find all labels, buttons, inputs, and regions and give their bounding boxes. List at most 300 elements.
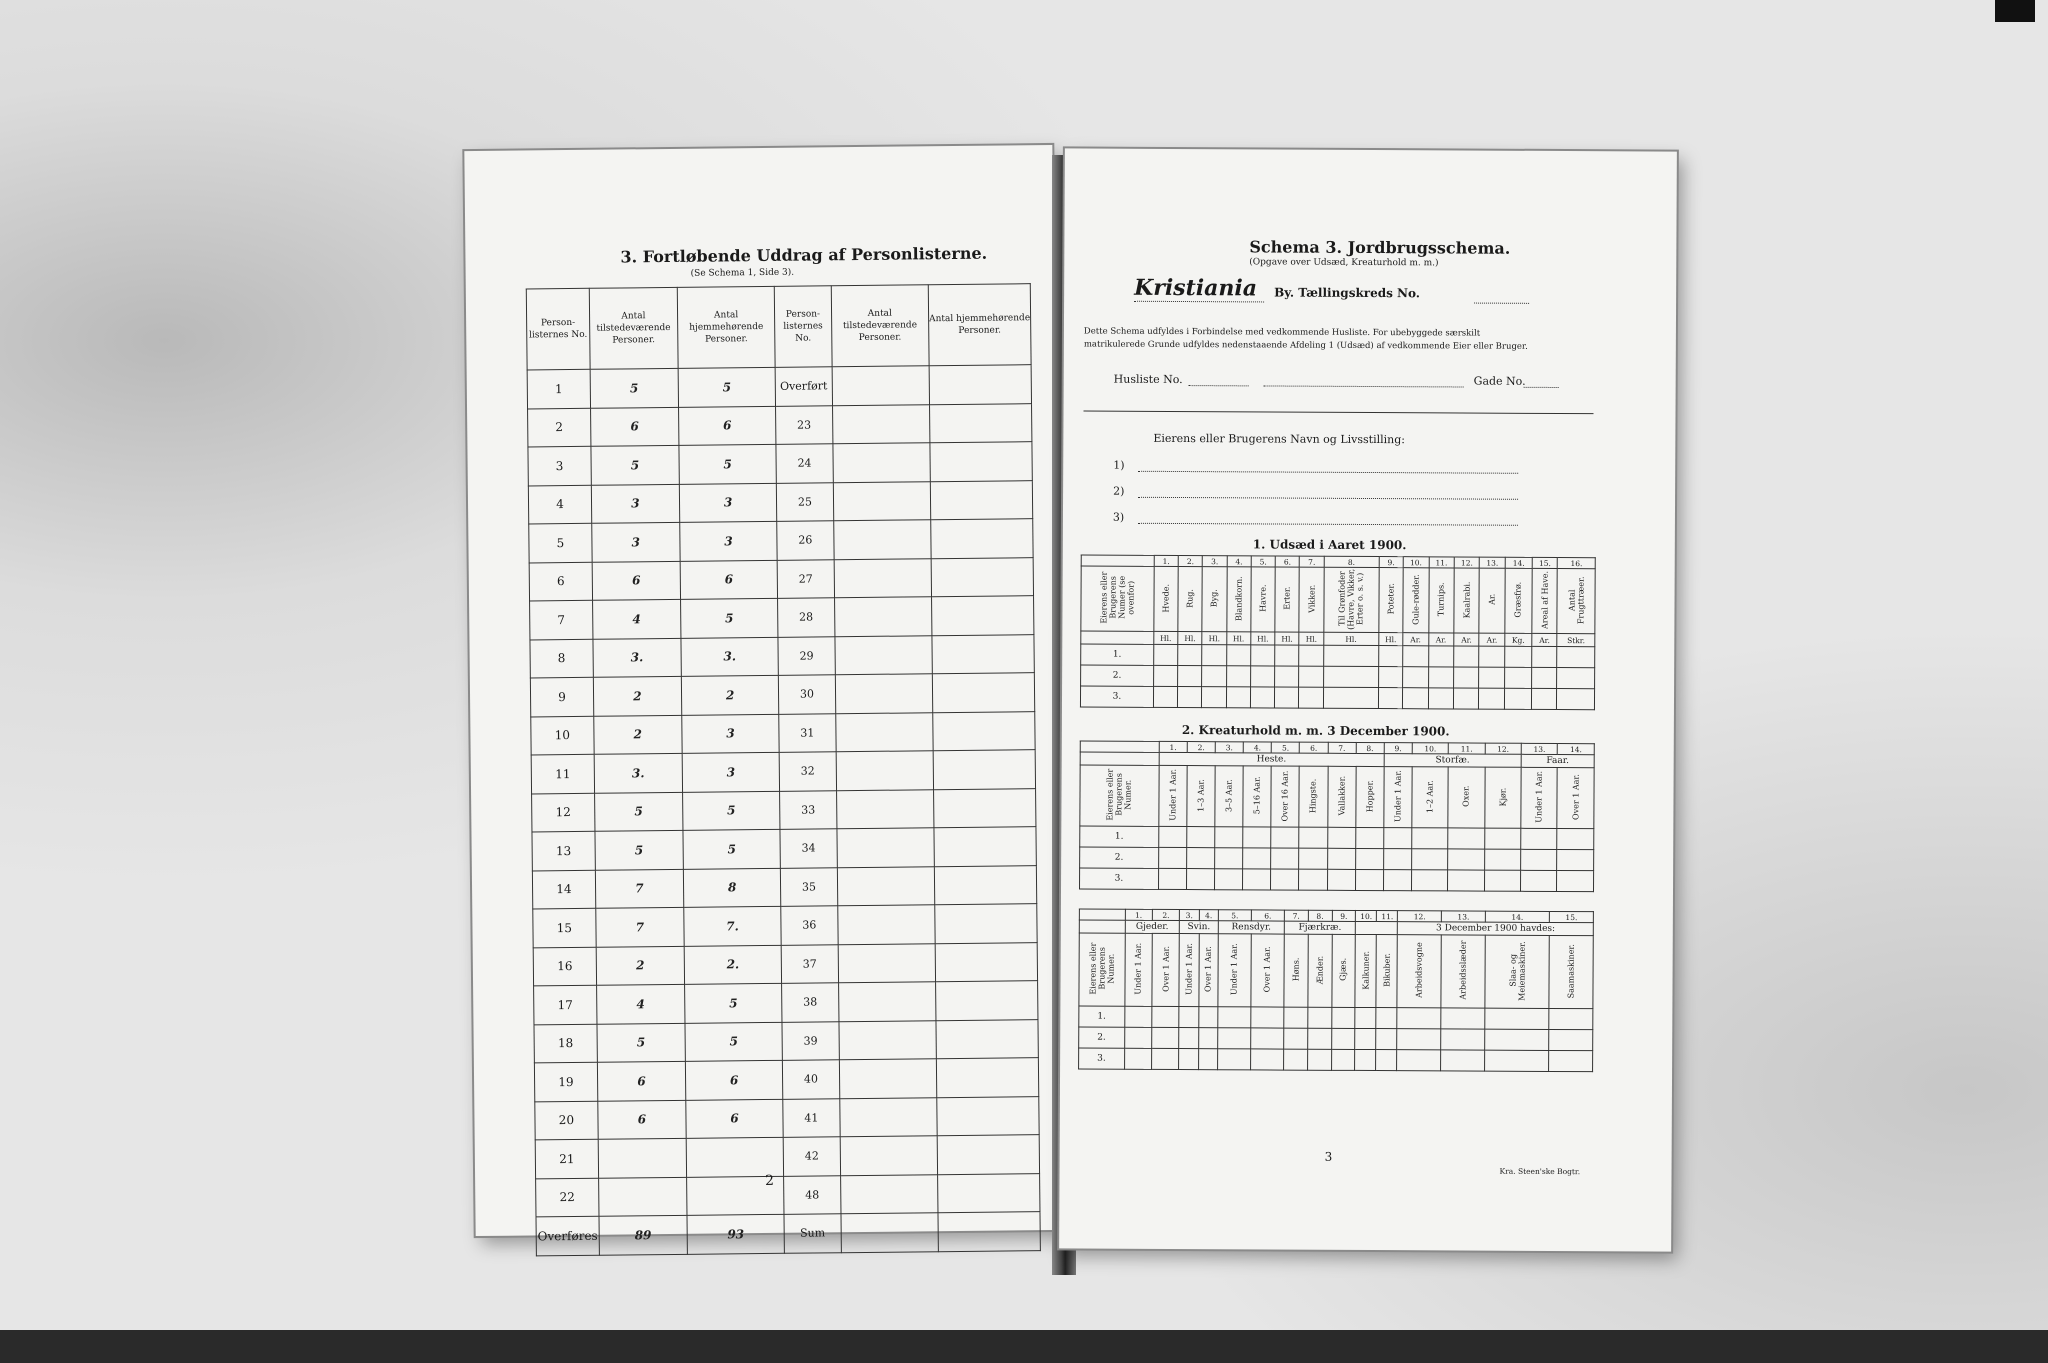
column-number: 2. — [1187, 742, 1215, 753]
present-count — [598, 1177, 686, 1216]
col-header-present: Antal tilstedeværende Personer. — [589, 287, 678, 369]
present-count-2 — [836, 789, 934, 829]
resident-count: 7. — [684, 906, 782, 946]
column-group: Faar. — [1521, 754, 1594, 767]
table-cell — [1226, 687, 1250, 708]
table-cell — [1215, 848, 1243, 869]
row-label: 1. — [1079, 1006, 1125, 1027]
table-row — [534, 981, 1038, 1025]
table-cell — [1271, 869, 1299, 890]
unit-label: Ar. — [1454, 633, 1480, 646]
table-cell — [1479, 688, 1505, 709]
column-header-label: 3–5 Aar. — [1224, 778, 1234, 812]
resident-count-2 — [931, 557, 1033, 597]
column-header — [1324, 567, 1379, 632]
resident-count: 93 — [687, 1214, 785, 1254]
column-header — [1384, 767, 1412, 828]
table-cell — [1275, 687, 1299, 708]
column-number: 6. — [1300, 742, 1328, 753]
table-cell — [1284, 1028, 1308, 1049]
column-number — [1080, 741, 1159, 752]
table-cell — [1251, 1028, 1284, 1049]
row-number: 14 — [532, 870, 595, 909]
table-cell — [1355, 1049, 1376, 1070]
right-page — [1059, 148, 1677, 1251]
table-cell — [1124, 1027, 1151, 1048]
table-cell — [1158, 826, 1186, 847]
row-number-2: 37 — [781, 944, 838, 983]
column-number: 8. — [1324, 556, 1379, 567]
table-cell — [1403, 688, 1429, 709]
table-cell — [1187, 848, 1215, 869]
column-number: 14. — [1505, 557, 1532, 568]
table-cell — [1428, 688, 1454, 709]
column-header — [1187, 766, 1215, 827]
present-count-2 — [839, 1097, 937, 1137]
table-cell — [1411, 870, 1448, 891]
owner-line-2 — [1138, 497, 1518, 500]
col-header-resident-2: Antal hjemmehørende Personer. — [928, 284, 1031, 366]
table-cell — [1158, 868, 1186, 889]
table-cell — [1448, 870, 1485, 891]
table-cell — [1484, 828, 1521, 849]
column-number: 1. — [1154, 555, 1178, 566]
table-cell — [1376, 1029, 1397, 1050]
column-number: 10. — [1412, 743, 1448, 754]
table-cell — [1557, 870, 1594, 891]
resident-count-2 — [936, 1019, 1038, 1059]
col-header-no-2: Person-listernes No. — [774, 286, 831, 368]
table-cell — [1355, 827, 1383, 848]
instructions-line-2: matrikulerede Grunde udfyldes nedenstaaende Afdeling 1 (Udsæd) af vedkommende Eier eller Bruger. — [1083, 339, 1528, 352]
column-group: Storfæ. — [1384, 754, 1521, 768]
table-cell — [1355, 848, 1383, 869]
table-cell — [1448, 828, 1485, 849]
column-number — [1081, 555, 1154, 566]
present-count-2 — [835, 635, 933, 675]
present-count-2 — [835, 674, 933, 714]
table-cell — [1428, 646, 1454, 667]
husliste-line — [1189, 385, 1249, 386]
column-header-label: Under 1 Aar. — [1133, 942, 1143, 995]
table-cell — [1441, 1008, 1485, 1029]
table-cell — [1479, 646, 1505, 667]
column-number: 16. — [1558, 557, 1596, 568]
table-row — [534, 1058, 1038, 1102]
table-cell — [1531, 688, 1557, 709]
present-count-2 — [834, 558, 932, 598]
unit-label: Hl. — [1202, 632, 1226, 645]
row-number-2: 33 — [780, 790, 837, 829]
table-cell — [1327, 848, 1355, 869]
column-header-label: Vikker. — [1307, 584, 1317, 613]
group-spacer — [1356, 921, 1398, 934]
person-table-body — [527, 365, 1040, 1256]
unit-label: Kg. — [1505, 633, 1532, 646]
present-count-2 — [832, 366, 930, 406]
owner-label: Eierens eller Brugerens Navn og Livsstilling: — [1153, 431, 1406, 447]
resident-count: 5 — [682, 791, 780, 831]
table-cell — [1299, 827, 1327, 848]
row-label: 2. — [1080, 847, 1159, 868]
unit-label: Ar. — [1428, 633, 1454, 646]
row-number: 7 — [530, 600, 593, 639]
present-count: 5 — [595, 830, 683, 869]
row-label: 2. — [1079, 1027, 1125, 1048]
row-number-2: 32 — [779, 752, 836, 791]
table-row — [530, 596, 1034, 640]
table-cell — [1397, 1008, 1441, 1029]
table-cell — [1307, 1049, 1331, 1070]
resident-count: 5 — [685, 1022, 783, 1062]
section3-table — [1078, 908, 1594, 1072]
table-cell — [1557, 849, 1594, 870]
column-header-label: Under 1 Aar. — [1534, 770, 1544, 823]
table-cell — [1218, 1049, 1251, 1070]
table-cell — [1275, 666, 1299, 687]
table-row — [531, 750, 1035, 794]
column-header — [1226, 567, 1251, 632]
row-label: 3. — [1080, 868, 1159, 889]
column-number: 5. — [1218, 910, 1251, 921]
present-count: 5 — [597, 1023, 685, 1062]
column-header-label: Gjæs. — [1338, 958, 1349, 982]
column-header-label: Græsfrø. — [1513, 581, 1524, 618]
table-cell — [1549, 1008, 1593, 1029]
column-header — [1397, 935, 1441, 1008]
column-header — [1557, 568, 1595, 633]
city-line — [1134, 301, 1264, 303]
group-spacer — [1079, 920, 1125, 933]
present-count-2 — [833, 520, 931, 560]
column-header — [1428, 568, 1454, 633]
row-number: 21 — [535, 1139, 598, 1178]
column-number: 1. — [1125, 909, 1152, 920]
scan-bottom-edge — [0, 1330, 2048, 1363]
resident-count: 3 — [682, 752, 780, 792]
table-cell — [1250, 687, 1274, 708]
table-cell — [1383, 870, 1411, 891]
table-cell — [1151, 1048, 1178, 1069]
table-cell — [1485, 1008, 1549, 1029]
table-cell — [1271, 848, 1299, 869]
table-cell — [1532, 667, 1558, 688]
table-cell — [1308, 1007, 1332, 1028]
present-count: 7 — [596, 907, 684, 946]
column-header — [1412, 767, 1449, 828]
column-number: 11. — [1377, 911, 1398, 922]
column-header-label: 1–3 Aar. — [1196, 778, 1206, 812]
resident-count: 6 — [680, 560, 778, 600]
column-header-label: Areal af Have. — [1540, 570, 1550, 629]
row-number-2: 28 — [778, 598, 835, 637]
column-number: 2. — [1152, 909, 1179, 920]
column-header — [1485, 935, 1550, 1008]
unit-label: Ar. — [1479, 633, 1505, 646]
column-number: 15. — [1532, 557, 1558, 568]
table-cell — [1158, 847, 1186, 868]
table-cell — [1179, 1028, 1198, 1049]
table-cell — [1412, 828, 1449, 849]
table-cell — [1299, 869, 1327, 890]
resident-count-2 — [935, 942, 1037, 982]
resident-count: 6 — [678, 406, 776, 446]
present-count: 3 — [592, 522, 680, 561]
column-header-label: Arbeidsvogne — [1414, 942, 1425, 999]
table-cell — [1153, 686, 1177, 707]
table-cell — [1198, 1007, 1217, 1028]
owner-line-1-label: 1) — [1113, 458, 1125, 472]
table-cell — [1178, 687, 1202, 708]
column-number: 5. — [1271, 742, 1299, 753]
table-row — [1080, 826, 1594, 850]
column-header-label: Hvede. — [1161, 583, 1171, 613]
resident-count-2 — [934, 865, 1036, 905]
table-cell — [1202, 666, 1226, 687]
section2-table — [1079, 740, 1595, 892]
column-header — [1327, 766, 1355, 827]
table-cell — [1226, 666, 1250, 687]
resident-count-2 — [937, 1096, 1039, 1136]
column-number: 11. — [1429, 557, 1455, 568]
table-cell — [1448, 849, 1485, 870]
column-header-label: 1–2 Aar. — [1425, 779, 1435, 813]
printer-credit: Kra. Steen'ske Bogtr. — [1499, 1166, 1581, 1177]
column-number: 12. — [1454, 557, 1480, 568]
column-number: 4. — [1227, 556, 1251, 567]
column-header-label: Gule-rødder. — [1411, 573, 1421, 625]
row-number-2: 42 — [783, 1137, 840, 1176]
row-number: 12 — [532, 793, 595, 832]
table-cell — [1299, 687, 1323, 708]
column-header — [1479, 568, 1505, 633]
table-row — [535, 1096, 1039, 1140]
right-page-number: 3 — [1324, 1149, 1333, 1164]
present-count-2 — [839, 1020, 937, 1060]
present-count-2 — [840, 1136, 938, 1176]
table-row — [528, 480, 1032, 524]
row-number: 16 — [533, 947, 596, 986]
table-cell — [1521, 849, 1558, 870]
column-header — [1376, 935, 1397, 1008]
present-count: 7 — [595, 869, 683, 908]
column-number: 8. — [1308, 910, 1332, 921]
unit-label — [1081, 631, 1154, 644]
resident-count: 6 — [685, 1060, 783, 1100]
column-header-label: Blandkorn. — [1234, 575, 1244, 621]
table-row — [527, 365, 1031, 409]
table-cell — [1355, 1028, 1376, 1049]
table-row — [529, 557, 1033, 601]
row-number-2: 48 — [784, 1175, 841, 1214]
owner-line-2-label: 2) — [1113, 484, 1125, 498]
resident-count: 3 — [682, 714, 780, 754]
resident-count: 5 — [684, 983, 782, 1023]
resident-count-2 — [934, 827, 1036, 867]
column-header-label: Under 1 Aar. — [1229, 943, 1240, 996]
column-header — [1355, 766, 1383, 827]
resident-count — [686, 1137, 784, 1177]
table-row — [532, 865, 1036, 909]
column-number: 10. — [1403, 557, 1429, 568]
resident-count-2 — [938, 1173, 1040, 1213]
table-cell — [1251, 645, 1275, 666]
district-line — [1474, 303, 1529, 304]
column-number: 12. — [1485, 743, 1521, 754]
street-line — [1264, 385, 1464, 387]
present-count-2 — [837, 905, 935, 945]
column-number: 7. — [1284, 910, 1308, 921]
column-number: 13. — [1521, 743, 1557, 754]
column-header-label: 5–16 Aar. — [1252, 776, 1262, 815]
resident-count: 5 — [679, 444, 777, 484]
resident-count-2 — [935, 904, 1037, 944]
present-count: 5 — [591, 445, 679, 484]
table-cell — [1187, 827, 1215, 848]
row-number: 11 — [531, 754, 594, 793]
column-header — [1251, 567, 1276, 632]
row-number: 18 — [534, 1024, 597, 1063]
resident-count: 5 — [683, 829, 781, 869]
table-cell — [1549, 1050, 1593, 1071]
resident-count-2 — [929, 403, 1031, 443]
table-cell — [1428, 667, 1454, 688]
unit-label: Ar. — [1532, 633, 1558, 646]
row-label: 1. — [1080, 826, 1159, 847]
row-number-2: 39 — [782, 1021, 839, 1060]
column-number: 4. — [1243, 742, 1271, 753]
city-suffix-label: By. Tællingskreds No. — [1274, 285, 1421, 301]
table-cell — [1299, 848, 1327, 869]
resident-count-2 — [936, 1058, 1038, 1098]
present-count: 5 — [594, 792, 682, 831]
column-number: 15. — [1549, 911, 1593, 922]
present-count-2 — [836, 751, 934, 791]
husliste-label: Husliste No. — [1113, 372, 1183, 387]
resident-count: 3 — [680, 521, 778, 561]
right-page-subtitle: (Opgave over Udsæd, Kreaturhold m. m.) — [1249, 257, 1439, 269]
column-header — [1532, 568, 1558, 633]
column-header — [1521, 767, 1558, 828]
table-cell — [1218, 1007, 1251, 1028]
resident-count: 3. — [681, 637, 779, 677]
table-cell — [1557, 688, 1595, 709]
table-cell — [1250, 666, 1274, 687]
table-cell — [1275, 645, 1299, 666]
column-header — [1441, 935, 1485, 1008]
present-count-2 — [835, 712, 933, 752]
table-row — [533, 942, 1037, 986]
table-row — [1080, 868, 1594, 892]
present-count: 89 — [599, 1215, 687, 1254]
column-number: 8. — [1356, 742, 1384, 753]
left-page-number: 2 — [765, 1172, 775, 1190]
table-cell — [1179, 1007, 1198, 1028]
table-cell — [1154, 644, 1178, 665]
table-cell — [1284, 1049, 1308, 1070]
column-header — [1557, 767, 1594, 828]
column-number: 13. — [1480, 557, 1506, 568]
column-header — [1271, 766, 1299, 827]
table-cell — [1153, 665, 1177, 686]
table-cell — [1124, 1006, 1151, 1027]
table-cell — [1331, 1007, 1355, 1028]
row-number-2: 25 — [777, 482, 834, 521]
table-cell — [1355, 869, 1383, 890]
column-group: Rensdyr. — [1218, 921, 1284, 934]
column-number: 6. — [1275, 556, 1299, 567]
table-cell — [1479, 667, 1505, 688]
column-header — [1080, 765, 1159, 826]
table-row — [532, 788, 1036, 832]
table-row — [1080, 847, 1594, 871]
table-cell — [1378, 667, 1402, 688]
table-cell — [1504, 688, 1531, 709]
col-header-resident: Antal hjemmehørende Personer. — [677, 286, 775, 368]
row-number-2: 36 — [781, 906, 838, 945]
column-header — [1243, 766, 1271, 827]
table-cell — [1397, 1029, 1441, 1050]
present-count-2 — [841, 1213, 939, 1253]
col-header-no: Person-listernes No. — [526, 288, 590, 370]
resident-count-2 — [933, 788, 1035, 828]
resident-count-2 — [931, 519, 1033, 559]
table-row — [536, 1212, 1040, 1256]
table-cell — [1504, 667, 1531, 688]
table-row — [1081, 665, 1595, 689]
column-header — [1178, 567, 1203, 632]
resident-count: 6 — [686, 1099, 784, 1139]
present-count-2 — [834, 597, 932, 637]
column-number: 14. — [1558, 743, 1595, 754]
present-count: 3 — [591, 484, 679, 523]
column-header — [1448, 767, 1485, 828]
column-header-label: Antal Frugttræer. — [1567, 576, 1586, 624]
unit-label: Hl. — [1323, 632, 1378, 645]
table-cell — [1378, 646, 1402, 667]
resident-count-2 — [930, 442, 1032, 482]
column-number: 9. — [1379, 557, 1403, 568]
row-number: 22 — [536, 1178, 599, 1217]
column-header-label: Byg. — [1209, 589, 1220, 608]
instructions-line-1: Dette Schema udfyldes i Forbindelse med vedkommende Husliste. For ubebyggede særskilt — [1083, 326, 1481, 339]
table-cell — [1226, 645, 1250, 666]
person-list-table — [526, 283, 1041, 1256]
row-number-2: 41 — [783, 1098, 840, 1137]
row-number-2: 40 — [783, 1060, 840, 1099]
present-count: 3. — [593, 638, 681, 677]
row-number-2: 31 — [779, 713, 836, 752]
column-header-label: Over 1 Aar. — [1203, 946, 1213, 993]
column-header-label: Rug. — [1185, 588, 1195, 608]
col-header-present-2: Antal tilstedeværende Personer. — [831, 285, 929, 367]
table-cell — [1484, 1050, 1548, 1071]
present-count: 4 — [592, 599, 680, 638]
column-header — [1308, 934, 1332, 1007]
row-number: 13 — [532, 831, 595, 870]
row-number-2: 30 — [779, 675, 836, 714]
column-header — [1154, 566, 1179, 631]
column-header-label: Poteter. — [1386, 583, 1396, 615]
row-number-2: 29 — [778, 636, 835, 675]
column-number: 14. — [1485, 911, 1549, 922]
table-cell — [1485, 1029, 1549, 1050]
column-header — [1299, 567, 1324, 632]
unit-label: Ar. — [1403, 633, 1429, 646]
resident-count: 5 — [678, 367, 776, 407]
table-cell — [1557, 828, 1594, 849]
column-header-label: Høns. — [1291, 957, 1301, 982]
